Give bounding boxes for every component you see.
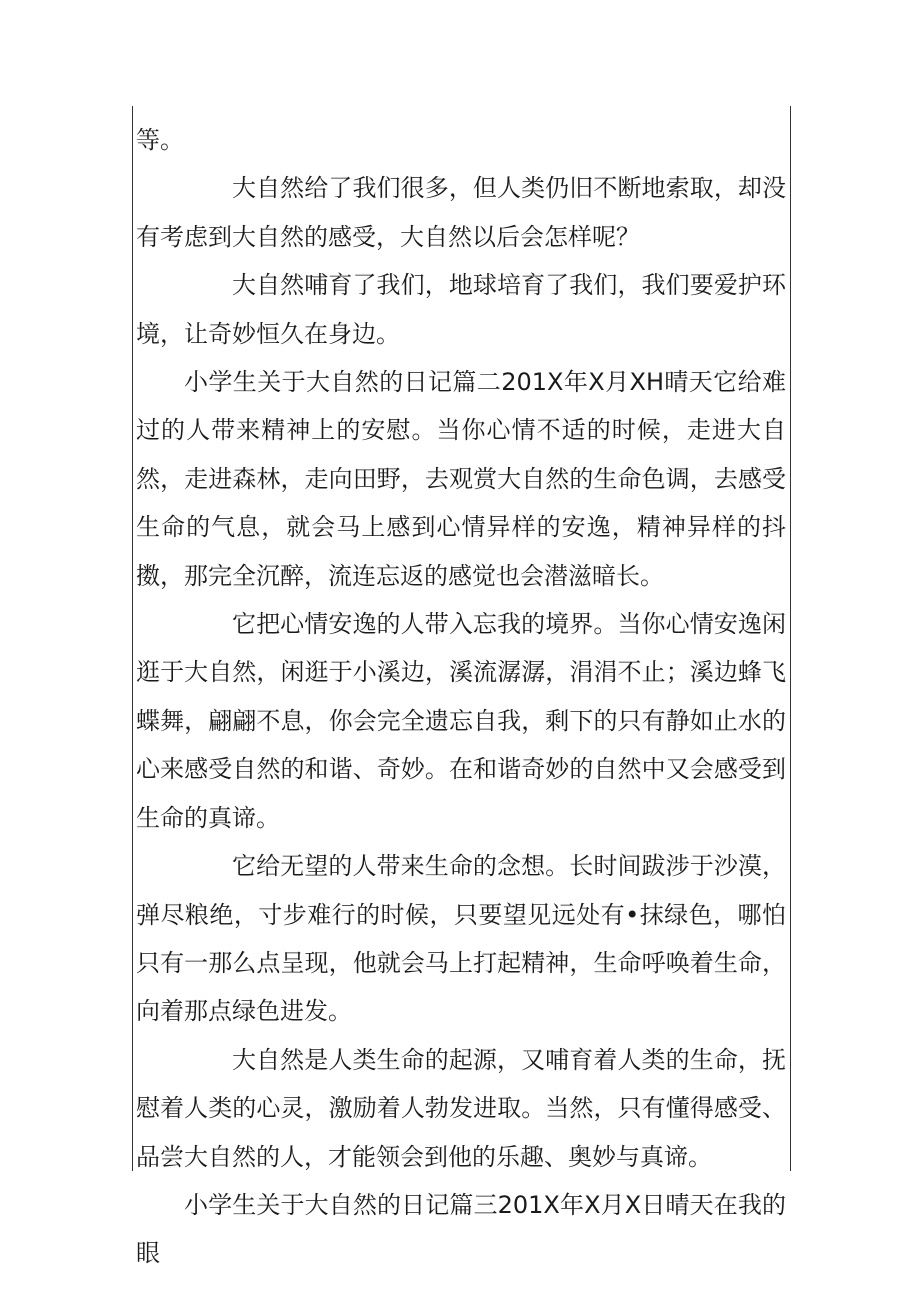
paragraph-origin-of-life: 大自然是人类生命的起源，又哺育着人类的生命，抚慰着人类的心灵，激励着人勃发进取。当然，只有懂得感受、品尝大自然的人，才能领会到他的乐趣、奥妙与真谛。 xyxy=(136,1045,786,1171)
document-body xyxy=(136,116,786,1278)
paragraph-diary-entry-two: 小学生关于大自然的日记篇二201X年X月XH晴天它给难过的人带来精神上的安慰。当你心情不适的时候，走进大自然，走进森林，走向田野，去观赏大自然的生命色调，去感受生命的气息，就会马上感到心情异样的安逸，精神异样的抖擞，那完全沉醉，流连忘返的感觉也会潜滋暗长。 xyxy=(136,368,786,590)
paragraph-continuation: 等。 xyxy=(136,126,184,154)
paragraph-hope-of-life: 它给无望的人带来生命的念想。长时间跋涉于沙漠，弹尽粮绝，寸步难行的时候，只要望见远处有•抹绿色，哪怕只有一那么点呈现，他就会马上打起精神，生命呼唤着生命，向着那点绿色进发。 xyxy=(136,852,786,1026)
paragraph-diary-entry-three: 小学生关于大自然的日记篇三201X年X月X日晴天在我的眼 xyxy=(136,1190,786,1268)
left-border-line xyxy=(132,106,133,1171)
paragraph-nature-nurtures: 大自然哺育了我们，地球培育了我们，我们要爱护环境，让奇妙恒久在身边。 xyxy=(136,271,786,348)
paragraph-selfless-realm: 它把心情安逸的人带入忘我的境界。当你心情安逸闲逛于大自然，闲逛于小溪边，溪流潺潺，涓涓不止；溪边蜂飞蝶舞，翩翩不息，你会完全遗忘自我，剩下的只有静如止水的心来感受自然的和谐、奇妙。在和谐奇妙的自然中又会感受到生命的真谛。 xyxy=(136,610,786,832)
right-border-line xyxy=(790,106,791,1171)
paragraph-nature-gives: 大自然给了我们很多，但人类仍旧不断地索取，却没有考虑到大自然的感受，大自然以后会怎样呢？ xyxy=(136,174,786,251)
